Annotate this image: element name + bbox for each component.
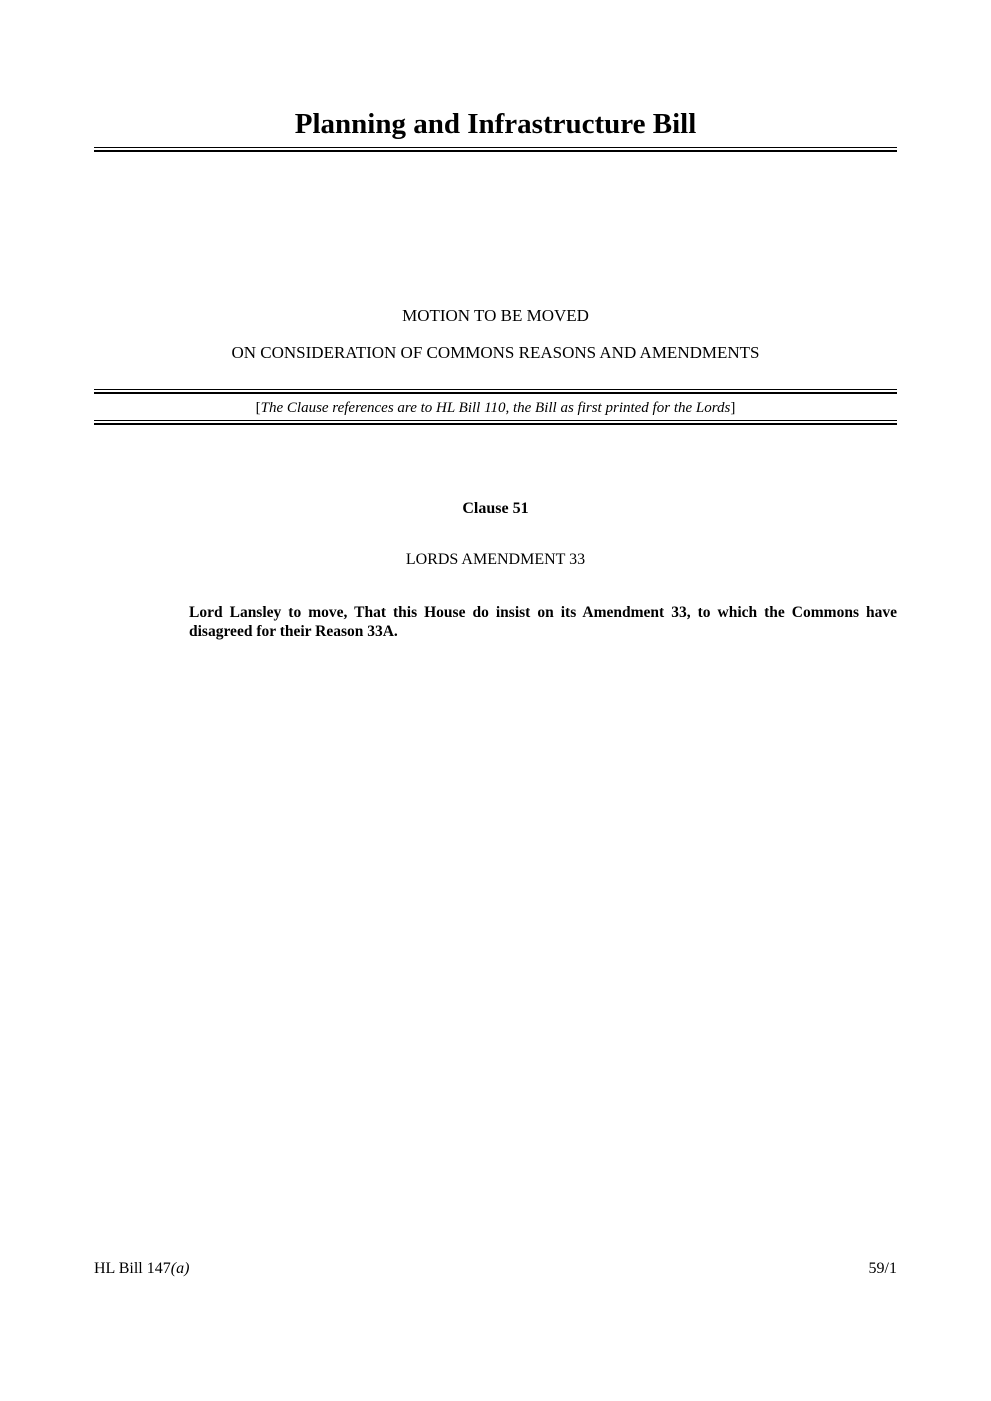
motion-text: Lord Lansley to move, That this House do insist on its Amendment 33, to which the Commons have disagreed for their Reason 33A. xyxy=(189,604,897,640)
bill-number-prefix: HL Bill 147 xyxy=(94,1260,171,1277)
consideration-heading: ON CONSIDERATION OF COMMONS REASONS AND AMENDMENTS xyxy=(231,343,760,362)
amendment-title: LORDS AMENDMENT 33 xyxy=(405,551,586,568)
clause-title: Clause 51 xyxy=(462,500,529,517)
note-rule-top-thin xyxy=(94,389,897,390)
note-rule-top-thick xyxy=(94,392,897,394)
title-rule-thin xyxy=(94,147,897,148)
bracket-open: [ xyxy=(255,400,261,416)
motion-heading: MOTION TO BE MOVED xyxy=(402,306,589,325)
clause-reference-note xyxy=(94,400,897,417)
note-rule-bottom-thick xyxy=(94,423,897,425)
title-rule-thick xyxy=(94,150,897,152)
bill-title: Planning and Infrastructure Bill xyxy=(294,108,697,140)
bill-number xyxy=(94,1260,189,1278)
note-text: The Clause references are to HL Bill 110, the Bill as first printed for the Lords xyxy=(260,400,731,416)
bracket-close: ] xyxy=(730,400,736,416)
bill-number-suffix: (a) xyxy=(170,1260,190,1277)
note-rule-bottom-thin xyxy=(94,420,897,421)
page-number: 59/1 xyxy=(868,1260,897,1277)
